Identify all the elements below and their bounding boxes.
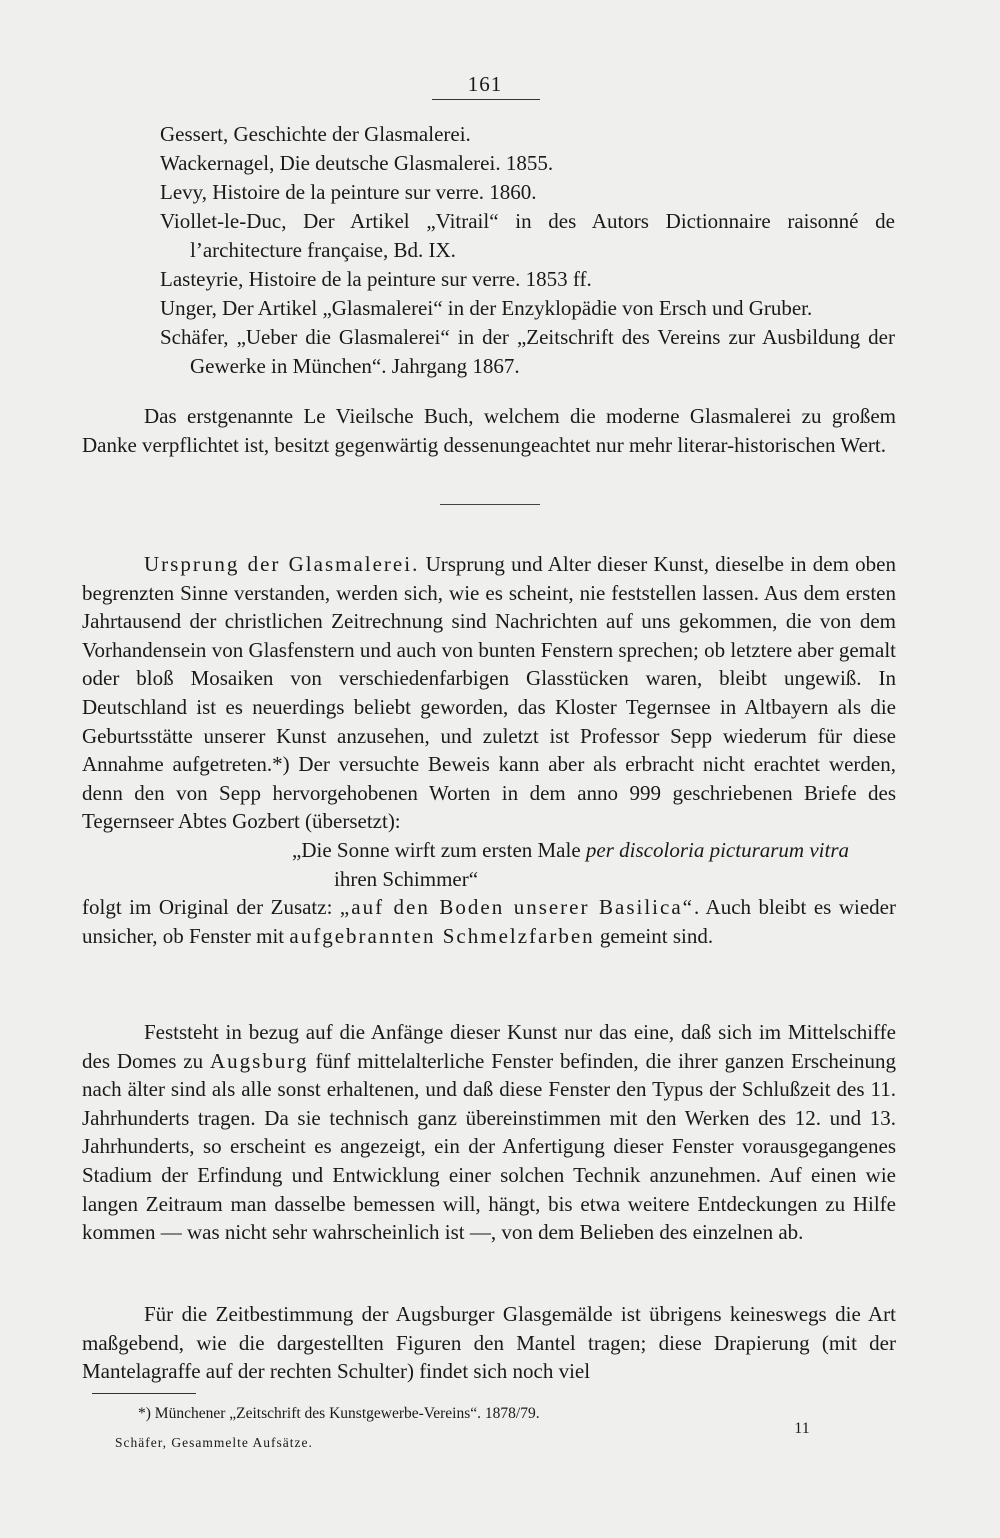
bibliography-entry: Wackernagel, Die deutsche Glasmalerei. 1855. bbox=[160, 151, 554, 175]
spaced-place-name: Augsburg bbox=[210, 1048, 309, 1073]
section-heading: Ursprung der Glasmalerei. bbox=[144, 552, 420, 576]
bibliography-entry: Gessert, Geschichte der Glasmalerei. bbox=[160, 122, 471, 146]
header-rule bbox=[432, 99, 540, 100]
origin-text: Ursprung und Alter dieser Kunst, dieselbe in dem oben begrenzten Sinne verstanden, werden sich, wie es scheint, nie feststellen lassen. Aus dem ersten Jahrtausend der christlichen Zeitrechnung sind Nachrichten auf uns gekommen, die von dem Vorhandensein von Glasfenstern und auch von bunten Fenstern sprechen; ob letztere aber gemalt oder bloß Mosaiken von verschiedenfarbigen Glasstücken waren, bleibt ungewiß. In Deutschland ist es neuerdings beliebt geworden, das Kloster Tegernsee in Altbayern als die Geburtsstätte unserer Kunst anzusehen, und zuletzt ist Professor Sepp wiederum für diese Annahme aufgetreten.*) Der versuchte Beweis kann aber als erbracht nicht erachtet werden, denn den von Sepp hervorgehobenen Worten in dem anno 999 geschriebenen Briefe des Tegernseer Abtes Gozbert (übersetzt): bbox=[82, 552, 897, 834]
bibliography-entry: Lasteyrie, Histoire de la peinture sur verre. 1853 ff. bbox=[160, 267, 592, 291]
footnote: *) Münchener „Zeitschrift des Kunstgewerbe-Vereins“. 1878/79. bbox=[138, 1405, 540, 1422]
section-augsburg bbox=[82, 1018, 896, 1247]
after-quote-text: gemeint sind. bbox=[594, 923, 714, 948]
bibliography-entry: Unger, Der Artikel „Glasmalerei“ in der Enzyklopädie von Ersch und Gruber. bbox=[160, 296, 813, 320]
spaced-phrase: aufgebrannten Schmelzfarben bbox=[289, 923, 595, 948]
after-quote-text: folgt im Original der Zusatz: bbox=[82, 895, 340, 920]
bibliography-entry: Levy, Histoire de la peinture sur verre. 1860. bbox=[160, 180, 537, 204]
dating-paragraph: Für die Zeitbestimmung der Augsburger Glasgemälde ist übrigens keineswegs die Art maßgebend, wie die dargestellten Figuren den Mantel tragen; diese Drapierung (mit der Mantelagraffe auf der rechten Schulter) findet sich noch viel bbox=[82, 1302, 896, 1384]
augsburg-paragraph bbox=[82, 1018, 896, 1247]
printer-signature: Schäfer, Gesammelte Aufsätze. bbox=[115, 1435, 313, 1450]
section-divider bbox=[440, 504, 540, 505]
sheet-number: 11 bbox=[794, 1420, 810, 1437]
section-dating bbox=[82, 1300, 896, 1386]
quote-text: „Die Sonne wirft zum ersten Male bbox=[292, 837, 586, 862]
paragraph-text: Feststeht in bezug auf die Anfänge dieser Kunst nur das eine, daß sich im Mittelschiffe des Domes zu bbox=[82, 1020, 896, 1073]
bibliography-list bbox=[160, 120, 895, 381]
spaced-phrase: „auf den Boden unserer Basilica“ bbox=[339, 895, 694, 920]
section-origin bbox=[82, 550, 896, 950]
quote-line bbox=[82, 836, 896, 865]
paragraph-text: fünf mittelalterliche Fenster befinden, die ihrer ganzen Erscheinung nach älter sind als alle sonst erhaltenen, und daß diese Fenster den Typus der Schlußzeit des 11. Jahrhunderts tragen. Da sie technisch ganz übereinstimmen mit den Werken des 12. und 13. Jahrhunderts, so erscheint es angezeigt, ein der Anfertigung dieser Fenster vorausgegangenes Stadium der Erfindung und Entwicklung einer solchen Technik anzunehmen. Auf einen wie langen Zeitraum man dasselbe bemessen will, hängt, bis etwa weitere Entdeckungen zu Hilfe kommen — was nicht sehr wahrscheinlich ist —, von dem Belieben des einzelnen ab. bbox=[82, 1048, 896, 1245]
intro-paragraph: Das erstgenannte Le Vieilsche Buch, welchem die moderne Glasmalerei zu großem Danke verpflichtet ist, besitzt gegenwärtig dessenungeachtet nur mehr literar-historischen Wert. bbox=[82, 404, 896, 457]
after-quote-text: . Auch bleibt es wieder unsicher, ob Fenster mit bbox=[82, 895, 896, 948]
after-quote-paragraph bbox=[82, 893, 896, 950]
bibliography-entry: Schäfer, „Ueber die Glasmalerei“ in der „Zeitschrift des Vereins zur Ausbildung der Gewerke in München“. Jahrgang 1867. bbox=[160, 325, 895, 378]
bibliography-entry: Viollet-le-Duc, Der Artikel „Vitrail“ in des Autors Dictionnaire raisonné de l’architecture française, Bd. IX. bbox=[160, 209, 895, 262]
footnote-rule bbox=[92, 1393, 196, 1394]
page-number: 161 bbox=[467, 72, 503, 96]
quote-continuation: ihren Schimmer“ bbox=[334, 866, 479, 891]
intro-paragraph-block bbox=[82, 402, 896, 459]
quote-latin: per discoloria picturarum vitra bbox=[585, 837, 849, 862]
origin-paragraph bbox=[82, 550, 896, 836]
